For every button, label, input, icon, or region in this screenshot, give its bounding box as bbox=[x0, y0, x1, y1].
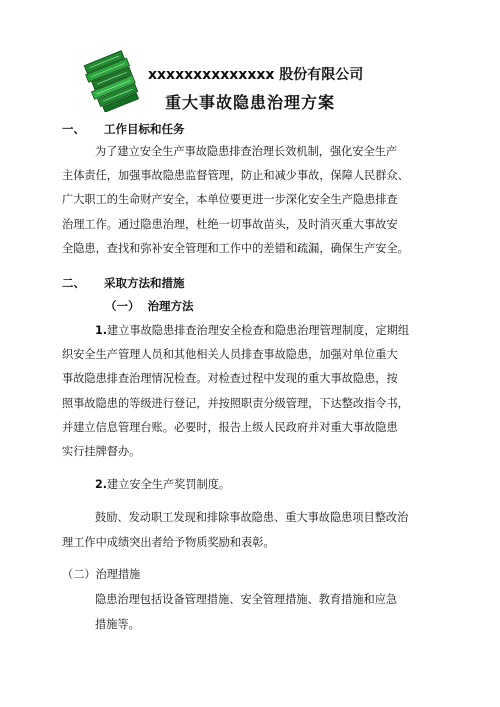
paragraph-line: 建立事故隐患排查治理安全检查和隐患治理管理制度，定期组 bbox=[107, 324, 410, 337]
paragraph-line: 建立安全生产奖罚制度。 bbox=[107, 478, 231, 491]
paragraph-line: 并建立信息管理台账。必要时，报告上级人民政府并对重大事故隐患 bbox=[62, 421, 398, 434]
item-1-first-line bbox=[95, 323, 467, 339]
section-title: 工作目标和任务 bbox=[104, 122, 185, 136]
document-title: 重大事故隐患治理方案 bbox=[164, 93, 335, 112]
paragraph-line: 为了建立安全生产事故隐患排查治理长效机制，强化安全生产 bbox=[95, 145, 398, 158]
paragraph-line: 事故隐患排查治理情况检查。对检查过程中发现的重大事故隐患，按 bbox=[62, 372, 398, 385]
paragraph-line: 治理工作。通过隐患治理，杜绝一切事故苗头，及时消灭重大事故安 bbox=[62, 218, 398, 231]
paragraph-line: 照事故隐患的等级进行登记，并按照职责分级管理，下达整改指令书， bbox=[62, 397, 409, 410]
section-number: 一、 bbox=[62, 122, 85, 136]
company-name: xxxxxxxxxxxxxx 股份有限公司 bbox=[148, 67, 364, 83]
paragraph-line: 鼓励、发动职工发现和排除事故隐患、重大事故隐患项目整改治 bbox=[95, 511, 409, 524]
paragraph-line: 措施等。 bbox=[95, 618, 140, 631]
item-number: 1. bbox=[95, 324, 108, 337]
paragraph-line: 织安全生产管理人员和其他相关人员排查事故隐患，加强对单位重大 bbox=[62, 348, 398, 361]
subsection-1-heading bbox=[105, 298, 194, 314]
section-1-heading bbox=[62, 121, 185, 137]
paragraph-line: 实行挂牌督办。 bbox=[62, 445, 141, 458]
paragraph-line: 理工作中成绩突出者给予物质奖励和表彰。 bbox=[62, 536, 275, 549]
subsection-title: 治理方法 bbox=[147, 299, 194, 313]
item-number: 2. bbox=[95, 478, 108, 491]
paragraph-line: 主体责任，加强事故隐患监督管理，防止和减少事故，保障人民群众、 bbox=[62, 169, 409, 182]
section-title: 采取方法和措施 bbox=[104, 276, 185, 290]
section-number: 二、 bbox=[62, 276, 85, 290]
paragraph-line: 广大职工的生命财产安全，本单位要更进一步深化安全生产隐患排查 bbox=[62, 193, 398, 206]
paragraph-line: 全隐患，查找和弥补安全管理和工作中的差错和疏漏，确保生产安全。 bbox=[62, 242, 409, 255]
subsection-2-heading: （二）治理措施 bbox=[62, 568, 141, 581]
subsection-number: （一） bbox=[105, 299, 140, 313]
paragraph-line: 隐患治理包括设备管理措施、安全管理措施、教育措施和应急 bbox=[95, 593, 398, 606]
section-2-heading bbox=[62, 275, 185, 291]
item-2-line bbox=[95, 477, 467, 493]
